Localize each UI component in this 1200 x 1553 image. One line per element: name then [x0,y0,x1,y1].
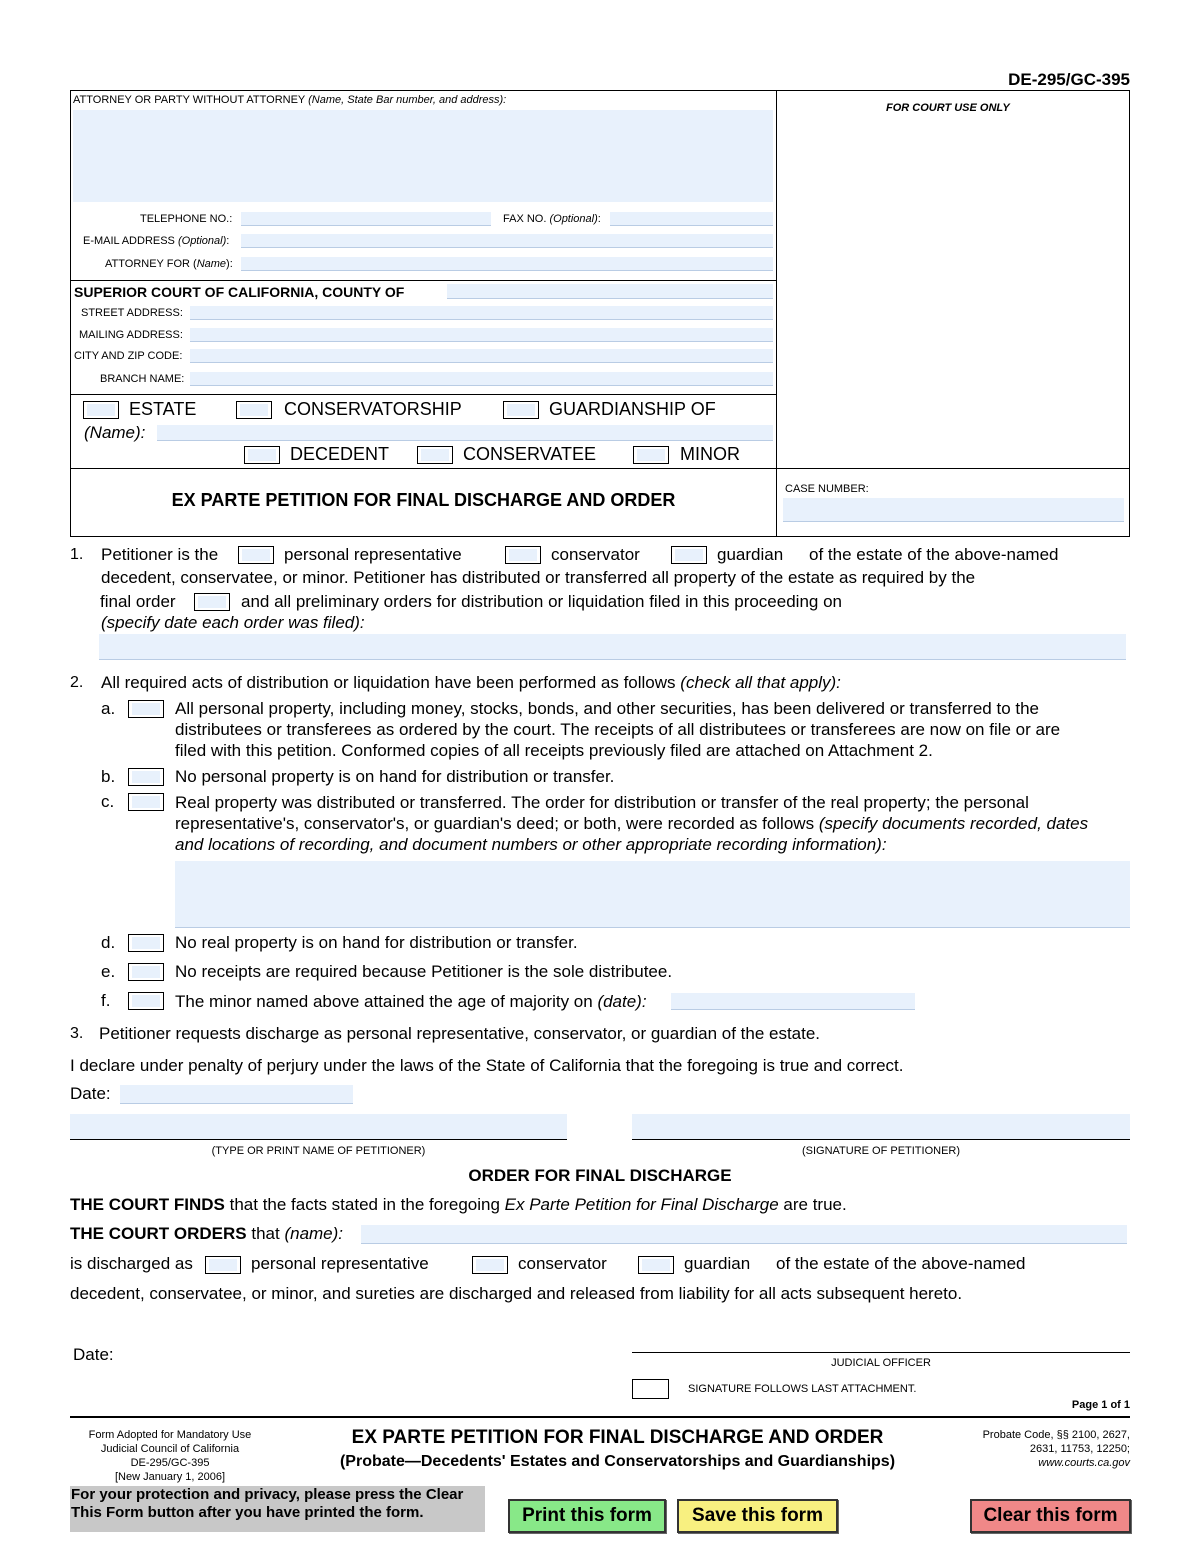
city-zip-label: CITY AND ZIP CODE: [74,350,183,362]
order-personal-rep-label: personal representative [251,1254,429,1273]
item2a-line3: filed with this petition. Conformed copies of all receipts previously filed are attached on Attachment 2. [175,741,933,760]
item2e-text: No receipts are required because Petitioner is the sole distributee. [175,962,673,981]
guardianship-checkbox[interactable] [503,401,539,419]
item2c-line3: and locations of recording, and document numbers or other appropriate recording information): [175,835,887,854]
decedent-label: DECEDENT [290,444,390,464]
item2a-line2: distributees or transferees as ordered by the court. The receipts of all distributees or transferees are now on file or are [175,720,1061,739]
email-label: E-MAIL ADDRESS (Optional): [83,235,230,247]
print-button[interactable]: Print this form [508,1499,666,1533]
conservatee-label: CONSERVATEE [463,444,597,464]
page-number: Page 1 of 1 [1071,1399,1130,1411]
discharged-as-label: is discharged as [70,1254,193,1273]
recording-info-field[interactable] [175,861,1130,928]
petitioner-name-field[interactable] [70,1114,567,1139]
street-address-field[interactable] [190,306,773,320]
branch-name-label: BRANCH NAME: [100,373,185,385]
fax-label: FAX NO. (Optional): [503,213,601,225]
conservatee-checkbox[interactable] [417,446,453,464]
item1-text-a: Petitioner is the [101,545,219,564]
item2-num: 2. [70,674,84,691]
item1-guardian-label: guardian [717,545,784,564]
footer-left: Form Adopted for Mandatory Use Judicial Council of California DE-295/GC-395 [New January 1, 2006] [88,1429,252,1483]
item2a-letter: a. [101,699,116,718]
order-date-label: Date: [73,1345,114,1364]
mailing-address-label: MAILING ADDRESS: [79,329,183,341]
item1-personal-rep-checkbox[interactable] [238,546,274,564]
superior-court-label: SUPERIOR COURT OF CALIFORNIA, COUNTY OF [74,284,405,300]
footer-subtitle: (Probate—Decedents' Estates and Conservatorships and Guardianships) [339,1453,896,1470]
telephone-field[interactable] [241,212,491,226]
court-finds-text: THE COURT FINDS that the facts stated in the foregoing Ex Parte Petition for Final Discharge are true. [70,1195,847,1214]
majority-date-field[interactable] [671,993,915,1010]
privacy-notice: For your protection and privacy, please press the Clear This Form button after you have printed the form. [70,1486,485,1532]
item2f-letter: f. [101,991,111,1010]
email-field[interactable] [241,234,773,248]
item1-num: 1. [70,546,84,563]
footer-title: EX PARTE PETITION FOR FINAL DISCHARGE AND ORDER [351,1427,884,1448]
minor-checkbox[interactable] [633,446,669,464]
item2f-text: The minor named above attained the age of majority on (date): [175,992,647,1011]
judicial-officer-label: JUDICIAL OFFICER [831,1357,931,1369]
clear-button[interactable]: Clear this form [970,1499,1131,1533]
sig-follows-checkbox[interactable] [632,1379,669,1399]
estate-label: ESTATE [129,399,197,419]
form-id: DE-295/GC-395 [1008,70,1130,89]
item3-text: Petitioner requests discharge as personal representative, conservator, or guardian of the estate. [99,1024,821,1043]
street-address-label: STREET ADDRESS: [81,307,183,319]
estate-checkbox[interactable] [83,401,119,419]
type-name-label: (TYPE OR PRINT NAME OF PETITIONER) [211,1145,426,1157]
discharged-name-field[interactable] [361,1225,1127,1244]
item2a-checkbox[interactable] [128,700,164,718]
item3-num: 3. [70,1025,84,1042]
signature-label: (SIGNATURE OF PETITIONER) [801,1145,961,1157]
telephone-label: TELEPHONE NO.: [140,213,233,225]
petitioner-signature-field[interactable] [632,1114,1130,1139]
attorney-name-field[interactable] [73,110,773,202]
save-button[interactable]: Save this form [677,1499,838,1533]
item2f-checkbox[interactable] [128,992,164,1010]
item2d-text: No real property is on hand for distribution or transfer. [175,933,578,952]
item1-conservator-checkbox[interactable] [505,546,541,564]
item1-conservator-label: conservator [551,545,640,564]
item1-line3: and all preliminary orders for distribution or liquidation filed in this proceeding on [241,592,842,611]
item2b-letter: b. [101,767,116,786]
declaration: I declare under penalty of perjury under the laws of the State of California that the foregoing is true and correct. [70,1056,904,1075]
form-title: EX PARTE PETITION FOR FINAL DISCHARGE AND ORDER [171,490,676,510]
item2a-line1: All personal property, including money, stocks, bonds, and other securities, has been delivered or transferred to the [175,699,1040,718]
branch-name-field[interactable] [190,372,773,386]
item1-personal-rep-label: personal representative [284,545,462,564]
name-label: (Name): [84,423,146,442]
footer-right: Probate Code, §§ 2100, 2627, 2631, 11753, 12250; www.courts.ca.gov [982,1429,1130,1469]
item1-line2: decedent, conservatee, or minor. Petitioner has distributed or transferred all property of the estate as required by the [101,568,976,587]
item2d-checkbox[interactable] [128,934,164,952]
item1-guardian-checkbox[interactable] [671,546,707,564]
fax-field[interactable] [610,212,773,226]
item2e-checkbox[interactable] [128,963,164,981]
item2d-letter: d. [101,933,116,952]
conservatorship-label: CONSERVATORSHIP [284,399,462,419]
item2c-line2: representative's, conservator's, or guardian's deed; or both, were recorded as follows (specify documents recorded, dates [175,814,1089,833]
order-line2: decedent, conservatee, or minor, and sureties are discharged and released from liability for all acts subsequent hereto. [70,1284,963,1303]
attorney-for-label: ATTORNEY FOR (Name): [105,258,233,270]
item2c-line1: Real property was distributed or transferred. The order for distribution or transfer of the real property; the personal [175,793,1029,812]
attorney-label: ATTORNEY OR PARTY WITHOUT ATTORNEY (Name, State Bar number, and address): [73,94,507,106]
item1-line4: (specify date each order was filed): [101,613,365,632]
item2e-letter: e. [101,962,116,981]
guardianship-label: GUARDIANSHIP OF [549,399,716,419]
item2-text: All required acts of distribution or liquidation have been performed as follows (check all that apply): [101,673,841,692]
court-use-only: FOR COURT USE ONLY [886,102,1010,114]
item2c-letter: c. [101,792,115,811]
city-zip-field[interactable] [190,349,773,363]
order-personal-rep-checkbox[interactable] [205,1256,241,1274]
county-field[interactable] [447,284,773,299]
petition-date-label: Date: [70,1084,111,1103]
order-conservator-label: conservator [518,1254,607,1273]
order-dates-field[interactable] [99,634,1126,660]
sig-follows-label: SIGNATURE FOLLOWS LAST ATTACHMENT. [688,1383,917,1395]
decedent-checkbox[interactable] [244,446,280,464]
court-orders-text: THE COURT ORDERS that (name): [70,1224,344,1243]
order-guardian-checkbox[interactable] [638,1256,674,1274]
item2b-text: No personal property is on hand for distribution or transfer. [175,767,615,786]
minor-label: MINOR [680,444,740,464]
item1-final-order-label: final order [100,592,176,611]
order-title: ORDER FOR FINAL DISCHARGE [468,1166,732,1185]
order-guardian-label: guardian [684,1254,751,1273]
petition-date-field[interactable] [120,1085,353,1104]
conservatorship-checkbox[interactable] [236,401,272,419]
mailing-address-field[interactable] [190,328,773,342]
item2c-checkbox[interactable] [128,793,164,811]
case-number-label: CASE NUMBER: [785,483,869,495]
case-name-field[interactable] [157,425,773,441]
item1-tail: of the estate of the above-named [809,545,1059,564]
attorney-for-field[interactable] [241,257,773,271]
item2b-checkbox[interactable] [128,768,164,786]
order-tail: of the estate of the above-named [776,1254,1026,1273]
item1-final-order-checkbox[interactable] [194,593,230,611]
order-conservator-checkbox[interactable] [472,1256,508,1274]
case-number-field[interactable] [783,498,1124,522]
